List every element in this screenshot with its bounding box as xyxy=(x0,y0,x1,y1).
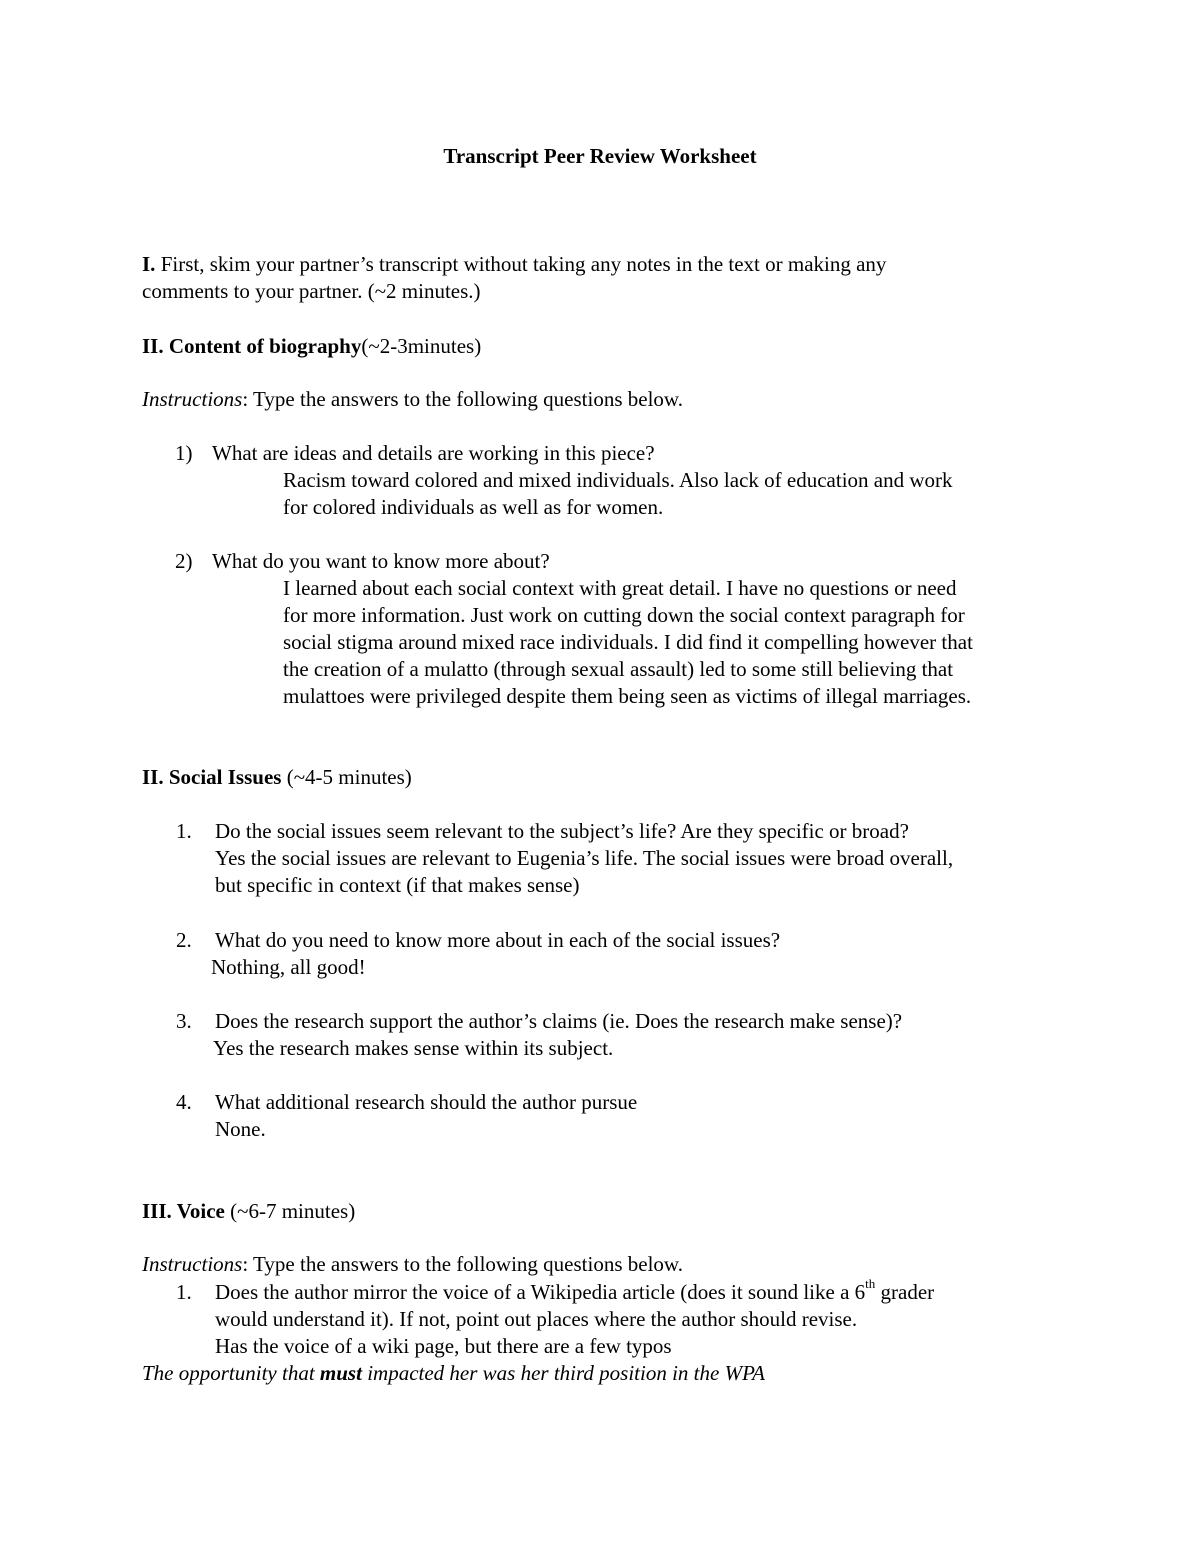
question-number: 3. xyxy=(176,1009,192,1033)
section-4-instructions xyxy=(142,1251,683,1278)
question-number: 4. xyxy=(176,1090,192,1114)
answer-line: Nothing, all good! xyxy=(211,955,366,979)
question-text: Does the research support the author’s claims (ie. Does the research make sense)? xyxy=(215,1009,903,1033)
quote-text-a: The opportunity that xyxy=(142,1361,320,1385)
superscript: th xyxy=(865,1276,876,1291)
section-1-text: First, skim your partner’s transcript without taking any notes in the text or making any xyxy=(155,252,887,276)
question-text-line-2: would understand it). If not, point out places where the author should revise. xyxy=(215,1307,858,1331)
section-2-time: (~2-3minutes) xyxy=(361,334,482,358)
quote-bold: must xyxy=(319,1361,362,1385)
answer-line: mulattoes were privileged despite them being seen as victims of illegal marriages. xyxy=(283,684,972,708)
question-text: What do you want to know more about? xyxy=(212,549,550,573)
question-number: 1. xyxy=(176,1280,192,1304)
question-text-b: grader xyxy=(875,1280,935,1304)
section-3-time: (~4-5 minutes) xyxy=(281,765,412,789)
question-text: What do you need to know more about in each of the social issues? xyxy=(215,928,781,952)
section-4-heading xyxy=(142,1198,355,1225)
section-4-label: III. Voice xyxy=(142,1199,225,1223)
question-text: What additional research should the author pursue xyxy=(215,1090,638,1114)
question-text: Do the social issues seem relevant to the subject’s life? Are they specific or broad? xyxy=(215,819,909,843)
question-number: 1) xyxy=(175,441,193,465)
section-3-label: II. Social Issues xyxy=(142,765,282,789)
answer-line: Yes the research makes sense within its subject. xyxy=(213,1036,614,1060)
answer-line: Has the voice of a wiki page, but there are a few typos xyxy=(215,1334,672,1358)
answer-line: but specific in context (if that makes sense) xyxy=(215,873,580,897)
question-number: 2. xyxy=(176,928,192,952)
section-1-label: I. xyxy=(142,252,156,276)
answer-line: Racism toward colored and mixed individuals. Also lack of education and work xyxy=(283,468,953,492)
section-2-label: II. Content of biography xyxy=(142,334,362,358)
question-text-a: Does the author mirror the voice of a Wikipedia article (does it sound like a 6 xyxy=(215,1280,866,1304)
instructions-label: Instructions xyxy=(142,1252,243,1276)
answer-line: for more information. Just work on cutting down the social context paragraph for xyxy=(283,603,965,627)
instructions-text: : Type the answers to the following questions below. xyxy=(242,387,683,411)
answer-line: social stigma around mixed race individuals. I did find it compelling however that xyxy=(283,630,973,654)
section-1-line-1 xyxy=(142,251,886,278)
question-text: What are ideas and details are working in this piece? xyxy=(212,441,655,465)
instructions-label: Instructions xyxy=(142,387,243,411)
quote-line xyxy=(142,1360,765,1387)
question-text xyxy=(215,1276,935,1306)
question-number: 1. xyxy=(176,819,192,843)
section-1-line-2: comments to your partner. (~2 minutes.) xyxy=(142,279,481,303)
answer-line: None. xyxy=(215,1117,266,1141)
quote-text-b: impacted her was her third position in the WPA xyxy=(361,1361,766,1385)
section-4-time: (~6-7 minutes) xyxy=(224,1199,356,1223)
section-2-heading xyxy=(142,333,481,360)
section-3-heading xyxy=(142,764,412,791)
page-title: Transcript Peer Review Worksheet xyxy=(443,144,757,168)
answer-line: the creation of a mulatto (through sexual assault) led to some still believing that xyxy=(283,657,954,681)
answer-line: I learned about each social context with great detail. I have no questions or need xyxy=(283,576,957,600)
instructions-text: : Type the answers to the following questions below. xyxy=(242,1252,683,1276)
question-number: 2) xyxy=(175,549,193,573)
section-2-instructions xyxy=(142,386,683,413)
answer-line: Yes the social issues are relevant to Eugenia’s life. The social issues were broad overall, xyxy=(215,846,954,870)
answer-line: for colored individuals as well as for women. xyxy=(283,495,664,519)
